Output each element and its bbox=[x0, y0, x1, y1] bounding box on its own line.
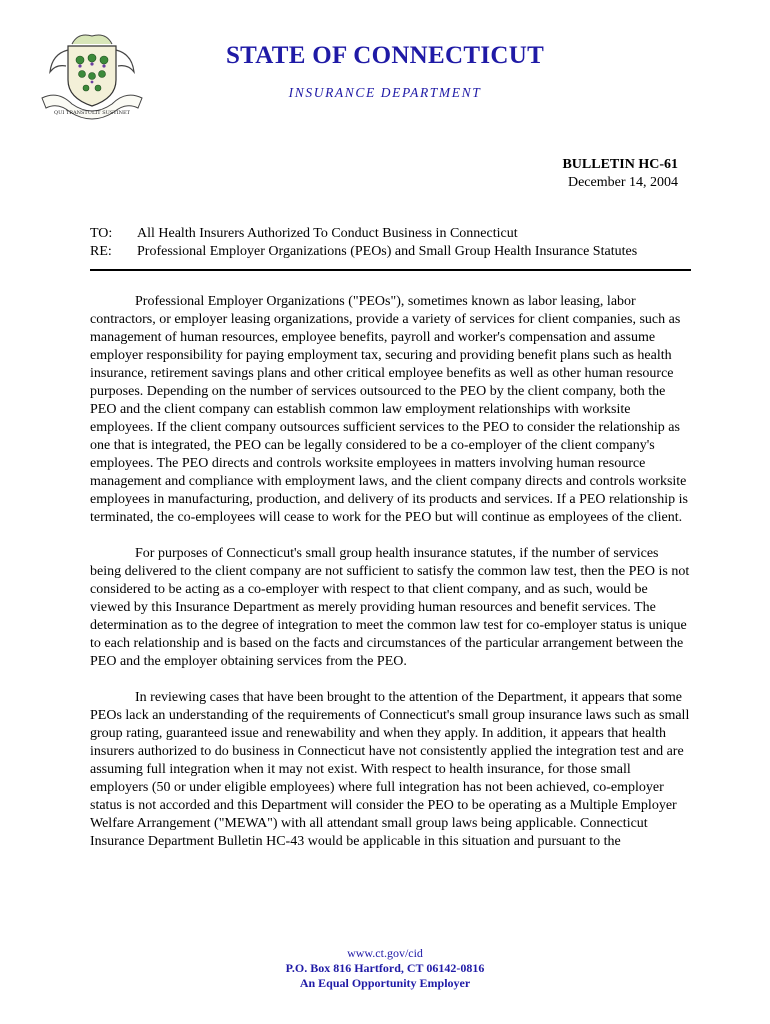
state-seal-logo bbox=[38, 28, 146, 120]
bulletin-number: BULLETIN HC-61 bbox=[562, 157, 678, 172]
department-subtitle: INSURANCE DEPARTMENT bbox=[288, 85, 482, 100]
paragraph-text: In reviewing cases that have been brought to the attention of the Department, it appears that some PEOs lack an understanding of the requirements of Connecticut's small group insurance laws such as small group rating, guaranteed issue and renewability and when they apply. In addition, it appears that health insurers authorized to do business in Connecticut have not consistently applied the integration test and are assuming full integration when it may not exist. With respect to health insurance, for those small employers (50 or under eligible employees) where full integration has not been achieved, co-employer status is not accorded and this Department will consider the PEO to be operating as a Multiple Employer Welfare Arrangement ("MEWA") with all attendant small group laws being applicable. Connecticut Insurance Department Bulletin HC-43 would be applicable in this situation and pursuant to the bbox=[90, 690, 690, 849]
memo-re-row bbox=[90, 243, 637, 261]
body-paragraph bbox=[90, 545, 691, 671]
header-divider bbox=[90, 269, 691, 271]
memo-to-row bbox=[90, 225, 637, 243]
seal-motto: QUI TRANSTULIT SUSTINET bbox=[54, 110, 130, 116]
memo-header bbox=[90, 225, 637, 261]
footer-address: P.O. Box 816 Hartford, CT 06142-0816 bbox=[285, 961, 485, 975]
memo-re-value: Professional Employer Organizations (PEOs) and Small Group Health Insurance Statutes bbox=[137, 244, 638, 259]
memo-re-label: RE: bbox=[90, 244, 112, 259]
paragraph-text: Professional Employer Organizations ("PEOs"), sometimes known as labor leasing, labor contractors, or employer leasing organizations, provide a variety of services for client companies, such as management of human resources, employee benefits, payroll and worker's compensation and assume employer responsibility for paying employment tax, securing and providing benefit plans such as health insurance, retirement savings plans and other critical employee benefits as well as other human resource purposes. Depending on the number of services outsourced to the PEO by the client company, both the PEO and the client company can establish common law employment relationships with worksite employees. If the client company outsources sufficient services to the PEO to consider the relationship as one that is integrated, the PEO can be legally considered to be a co-employer of the client company's employees. The PEO directs and controls worksite employees in matters involving human resource management and compliance with employment laws, and the client company directs and controls worksite employees in manufacturing, production, and delivery of its products and services. If a PEO relationship is terminated, the co-employees will cease to work for the PEO but will continue as employees of the client. bbox=[90, 294, 688, 525]
footer-website-link[interactable]: www.ct.gov/cid bbox=[347, 946, 423, 960]
bulletin-date: December 14, 2004 bbox=[567, 175, 678, 190]
memo-to-value: All Health Insurers Authorized To Conduct Business in Connecticut bbox=[137, 226, 518, 241]
footer-tagline: An Equal Opportunity Employer bbox=[299, 976, 471, 990]
memo-to-label: TO: bbox=[90, 226, 113, 241]
bulletin-block bbox=[562, 156, 678, 192]
bulletin-body bbox=[90, 293, 691, 869]
page-title: STATE OF CONNECTICUT bbox=[225, 42, 545, 69]
body-paragraph bbox=[90, 293, 691, 527]
page-footer bbox=[0, 946, 770, 991]
paragraph-text: For purposes of Connecticut's small group health insurance statutes, if the number of services being delivered to the client company are not sufficient to satisfy the common law test, then the PEO is not considered to be acting as a co-employer with respect to that client company, and as such, would be viewed by this Insurance Department as merely providing human resources and benefit services. The determination as to the degree of integration to meet the common law test for co-employer status is unique to each relationship and is based on the facts and circumstances of the particular arrangement between the PEO and the employer obtaining services from the PEO. bbox=[90, 546, 690, 669]
body-paragraph bbox=[90, 689, 691, 851]
